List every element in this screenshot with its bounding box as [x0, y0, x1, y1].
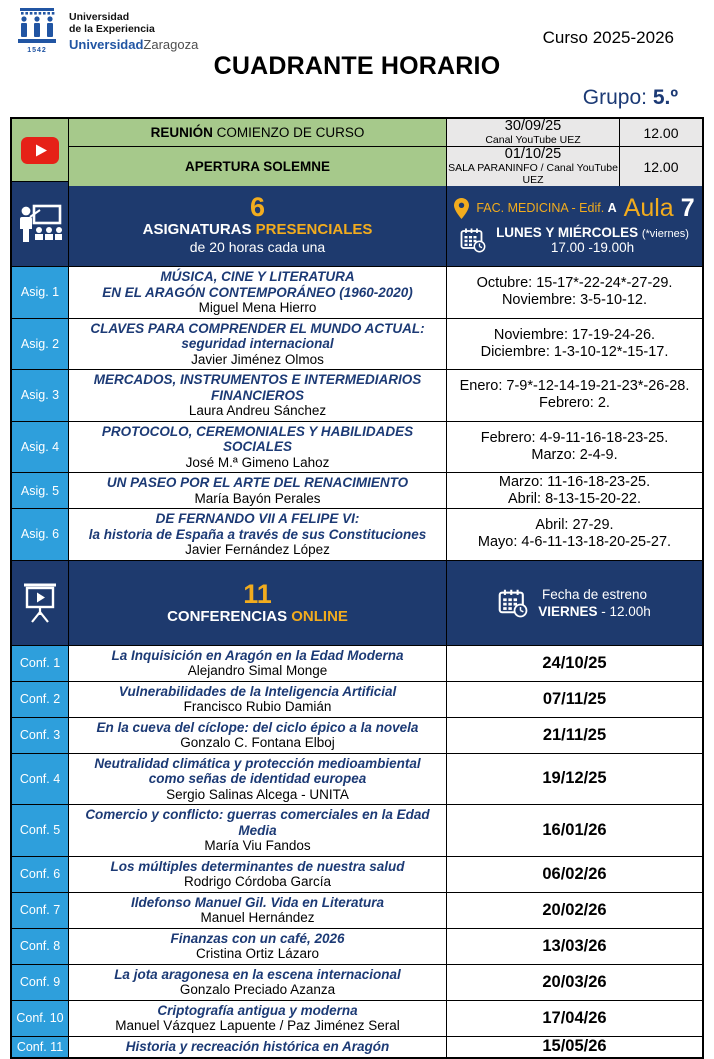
conferencia-row — [12, 717, 702, 753]
conference-date: 13/03/26 — [542, 936, 607, 955]
projection-screen-icon — [12, 561, 69, 645]
course-title-line: PROTOCOLO, CEREMONIALES Y HABILIDADES SOCIALES — [101, 423, 414, 454]
conference-title-line: Los múltiples determinantes de nuestra salud — [110, 858, 405, 874]
location-text — [476, 201, 616, 215]
room-number: 7 — [680, 193, 695, 222]
conferencia-content — [69, 682, 447, 717]
conferencia-content — [69, 893, 447, 928]
event-time: 12.00 — [620, 119, 702, 146]
conference-title-line: En la cueva del cíclope: del ciclo épico a la novela — [96, 719, 419, 735]
conferencia-row — [12, 681, 702, 717]
asignatura-label: Asig. 5 — [12, 473, 69, 508]
asignatura-row — [12, 421, 702, 473]
conference-speaker: Manuel Vázquez Lapuente / Paz Jiménez Seral — [115, 1018, 400, 1033]
conferencias-header — [12, 560, 702, 645]
asignaturas-kind — [143, 221, 373, 239]
conference-title-line: Historia y recreación histórica en Aragón — [125, 1038, 390, 1054]
conference-title-line: La Inquisición en Aragón en la Edad Moderna — [111, 647, 404, 663]
conferencia-label: Conf. 2 — [12, 682, 69, 717]
conferencia-label: Conf. 6 — [12, 857, 69, 892]
asignatura-row — [12, 266, 702, 318]
conference-speaker: Manuel Hernández — [200, 910, 315, 925]
conference-date: 17/04/26 — [542, 1008, 607, 1027]
course-speaker: Javier Fernández López — [185, 542, 330, 557]
premiere-time: - 12.00h — [597, 603, 651, 619]
event-title-bold: REUNIÓN — [150, 125, 213, 140]
conference-date: 20/03/26 — [542, 972, 607, 991]
event-place: Canal YouTube UEZ — [485, 134, 581, 146]
conferencias-kind-gold: ONLINE — [291, 607, 348, 625]
group-label: Grupo: — [582, 86, 653, 109]
asignatura-label: Asig. 3 — [12, 370, 69, 421]
event-title-bold: APERTURA SOLEMNE — [184, 159, 330, 174]
logo-brand — [69, 38, 198, 52]
event-date-cell — [447, 147, 620, 186]
conference-title-line: Neutralidad climática y protección medioambiental — [94, 755, 421, 771]
group-heading — [583, 86, 678, 110]
conference-date: 15/05/26 — [542, 1037, 607, 1055]
event-row — [69, 119, 702, 146]
dates-line: Octubre: 15-17*-22-24*-27-29. — [476, 275, 673, 292]
event-time: 12.00 — [620, 147, 702, 186]
conferencia-content — [69, 1001, 447, 1036]
asignaturas-count: 6 — [249, 191, 266, 222]
logo-line2: de la Experiencia — [69, 23, 155, 35]
asignatura-content — [69, 370, 447, 421]
conferencia-content — [69, 805, 447, 856]
conference-date: 24/10/25 — [542, 653, 607, 672]
schedule-table — [10, 117, 704, 1059]
calendar-clock-icon — [460, 227, 486, 253]
premiere-when — [538, 603, 651, 620]
conferencia-content — [69, 857, 447, 892]
course-title-line: MÚSICA, CINE Y LITERATURA — [160, 269, 355, 284]
conferencia-row — [12, 856, 702, 892]
course-speaker: María Bayón Perales — [194, 490, 321, 506]
conferencia-content — [69, 965, 447, 1000]
conferencia-row — [12, 804, 702, 856]
asignaturas-header-right — [447, 182, 702, 266]
conferencia-row — [12, 645, 702, 681]
location-prefix: FAC. MEDICINA - Edif. — [476, 201, 608, 215]
dates-line: Mayo: 4-6-11-13-18-20-25-27. — [477, 534, 672, 551]
asignatura-label: Asig. 4 — [12, 422, 69, 473]
asignaturas-header — [12, 181, 702, 266]
conferencia-label: Conf. 3 — [12, 718, 69, 753]
conference-speaker: Alejandro Simal Monge — [187, 663, 328, 678]
conference-speaker: Francisco Rubio Damián — [183, 699, 332, 714]
logo-brand-regular: Zaragoza — [143, 37, 199, 52]
conference-date: 20/02/26 — [542, 900, 607, 919]
conferencia-label: Conf. 9 — [12, 965, 69, 1000]
conference-speaker: Sergio Salinas Alcega - UNITA — [166, 786, 349, 802]
premiere-block — [453, 586, 696, 620]
conferencia-row — [12, 1000, 702, 1036]
conference-speaker: Cristina Ortiz Lázaro — [195, 946, 320, 961]
event-place: SALA PARANINFO / Canal YouTube UEZ — [448, 162, 618, 186]
course-speaker: Miguel Mena Hierro — [198, 300, 317, 315]
asignatura-row — [12, 369, 702, 421]
asignatura-dates — [447, 267, 702, 318]
asignatura-dates — [447, 319, 702, 370]
asignatura-dates — [447, 509, 702, 560]
asignaturas-header-center — [69, 182, 447, 266]
event-date: 01/10/25 — [504, 146, 562, 162]
location-line — [453, 194, 696, 223]
asignatura-content — [69, 422, 447, 473]
asignatura-row — [12, 318, 702, 370]
course-title-line: DE FERNANDO VII A FELIPE VI: — [155, 511, 360, 526]
conferencia-content — [69, 754, 447, 805]
asignatura-row — [12, 508, 702, 560]
conference-date: 19/12/25 — [542, 769, 607, 788]
university-logo-text — [69, 8, 198, 54]
conference-title-line: como señas de identidad europea — [148, 771, 367, 786]
conference-title-line: Ildefonso Manuel Gil. Vida en Literatura — [130, 894, 385, 910]
conferencia-label: Conf. 10 — [12, 1001, 69, 1036]
location-building: A — [607, 201, 617, 215]
course-title-line: EN EL ARAGÓN CONTEMPORÁNEO (1960-2020) — [102, 284, 413, 300]
asignaturas-subtitle: de 20 horas cada una — [189, 238, 326, 255]
conferencia-row — [12, 892, 702, 928]
premiere-day: VIERNES — [538, 603, 598, 619]
dates-line: Noviembre: 17-19-24-26. — [493, 326, 656, 343]
opening-events-section — [12, 118, 702, 186]
conferencia-row — [12, 964, 702, 1000]
conference-date: 07/11/25 — [542, 689, 607, 708]
university-logo-icon — [14, 8, 60, 54]
event-date-cell — [447, 119, 620, 146]
group-value: 5.º — [652, 86, 678, 109]
asignatura-row — [12, 472, 702, 508]
premiere-label: Fecha de estreno — [541, 586, 648, 602]
dates-line: Febrero: 4-9-11-16-18-23-25. — [480, 429, 669, 446]
course-speaker: José M.ª Gimeno Lahoz — [185, 454, 330, 470]
dates-line: Noviembre: 3-5-10-12. — [501, 292, 648, 309]
course-title-line: seguridad internacional — [181, 336, 334, 351]
youtube-icon — [12, 119, 69, 181]
event-title — [69, 147, 447, 186]
conference-title-line: Criptografía antigua y moderna — [157, 1002, 358, 1018]
calendar-clock-icon — [498, 588, 528, 618]
event-title-rest: COMIENZO DE CURSO — [212, 125, 365, 140]
asignatura-content — [69, 319, 447, 370]
asignatura-dates — [447, 422, 702, 473]
conferencia-label: Conf. 8 — [12, 929, 69, 964]
conferencia-content — [69, 929, 447, 964]
logo-brand-bold: Universidad — [69, 37, 144, 52]
event-title — [69, 119, 447, 146]
dates-line: Enero: 7-9*-12-14-19-21-23*-26-28. — [459, 378, 690, 395]
conference-speaker: Gonzalo Preciado Azanza — [179, 982, 336, 997]
asignatura-content — [69, 509, 447, 560]
conference-speaker: Gonzalo C. Fontana Elboj — [180, 735, 335, 750]
course-title-line: la historia de España a través de sus Constituciones — [88, 526, 427, 542]
class-days-bold: LUNES Y MIÉRCOLES — [496, 224, 642, 240]
course-speaker: Javier Jiménez Olmos — [191, 351, 324, 367]
schedule-time-block — [453, 225, 696, 255]
conferencia-content — [69, 646, 447, 681]
event-date: 30/09/25 — [504, 118, 562, 134]
asignaturas-kind-white: ASIGNATURAS — [142, 220, 256, 238]
conferencia-row — [12, 753, 702, 805]
logo-year: 1542 — [27, 47, 47, 54]
asignatura-label: Asig. 6 — [12, 509, 69, 560]
conference-title-line: Vulnerabilidades de la Inteligencia Artificial — [118, 683, 397, 699]
course-speaker: Laura Andreu Sánchez — [188, 403, 327, 418]
class-days — [496, 225, 689, 240]
conference-title-line: La jota aragonesa en la escena internacional — [114, 966, 401, 982]
conference-title-line: Finanzas con un café, 2026 — [170, 930, 345, 946]
asignatura-dates — [447, 370, 702, 421]
conferencia-label: Conf. 5 — [12, 805, 69, 856]
location-pin-icon — [454, 198, 469, 219]
conferencia-label: Conf. 4 — [12, 754, 69, 805]
conference-date: 21/11/25 — [542, 725, 607, 744]
conference-speaker: Rodrigo Córdoba García — [183, 874, 332, 889]
dates-line: Febrero: 2. — [539, 395, 610, 412]
classroom-teacher-icon — [12, 182, 69, 266]
dates-line: Diciembre: 1-3-10-12*-15-17. — [480, 343, 669, 360]
conferencias-count: 11 — [243, 578, 272, 609]
course-title-line: MERCADOS, INSTRUMENTOS E INTERMEDIARIOS — [93, 372, 422, 387]
dates-line: Marzo: 11-16-18-23-25. — [498, 473, 651, 490]
conferencia-label: Conf. 11 — [12, 1037, 69, 1057]
conferencia-content — [69, 1037, 447, 1057]
course-title-line: UN PASEO POR EL ARTE DEL RENACIMIENTO — [106, 475, 409, 490]
asignatura-label: Asig. 2 — [12, 319, 69, 370]
opening-events-rows — [69, 118, 702, 186]
asignatura-label: Asig. 1 — [12, 267, 69, 318]
premiere-info — [538, 586, 651, 620]
room-word: Aula — [623, 193, 674, 222]
course-title-line: FINANCIEROS — [210, 387, 304, 403]
asignatura-content — [69, 267, 447, 318]
conferencia-content — [69, 718, 447, 753]
conference-date: 16/01/26 — [542, 820, 607, 839]
asignatura-content — [69, 473, 447, 508]
conferencias-kind — [167, 608, 348, 626]
dates-line: Abril: 27-29. — [535, 517, 614, 534]
conferencias-header-right — [447, 561, 702, 645]
schedule-time-lines — [496, 225, 689, 255]
conference-date: 06/02/26 — [542, 864, 607, 883]
asignaturas-kind-gold: PRESENCIALES — [255, 220, 373, 238]
conference-title-line: Comercio y conflicto: guerras comerciales en la Edad Media — [85, 807, 430, 838]
dates-line: Abril: 8-13-15-20-22. — [508, 490, 641, 507]
course-title-line: CLAVES PARA COMPRENDER EL MUNDO ACTUAL: — [90, 320, 425, 336]
class-days-note: (*viernes) — [641, 227, 689, 240]
page-title: CUADRANTE HORARIO — [213, 52, 501, 80]
conferencias-kind-white: CONFERENCIAS — [167, 607, 292, 625]
class-hours: 17.00 -19.00h — [550, 239, 635, 255]
university-logo — [14, 8, 198, 54]
dates-line: Marzo: 2-4-9. — [531, 446, 618, 463]
conferencias-header-center — [69, 561, 447, 645]
conference-speaker: María Viu Fandos — [204, 838, 311, 853]
course-year: Curso 2025-2026 — [542, 28, 674, 47]
logo-line1: Universidad — [69, 11, 130, 23]
conferencia-row — [12, 1036, 702, 1057]
asignatura-dates — [447, 473, 702, 508]
conferencia-label: Conf. 1 — [12, 646, 69, 681]
event-row — [69, 146, 702, 186]
conferencia-label: Conf. 7 — [12, 893, 69, 928]
conferencia-row — [12, 928, 702, 964]
